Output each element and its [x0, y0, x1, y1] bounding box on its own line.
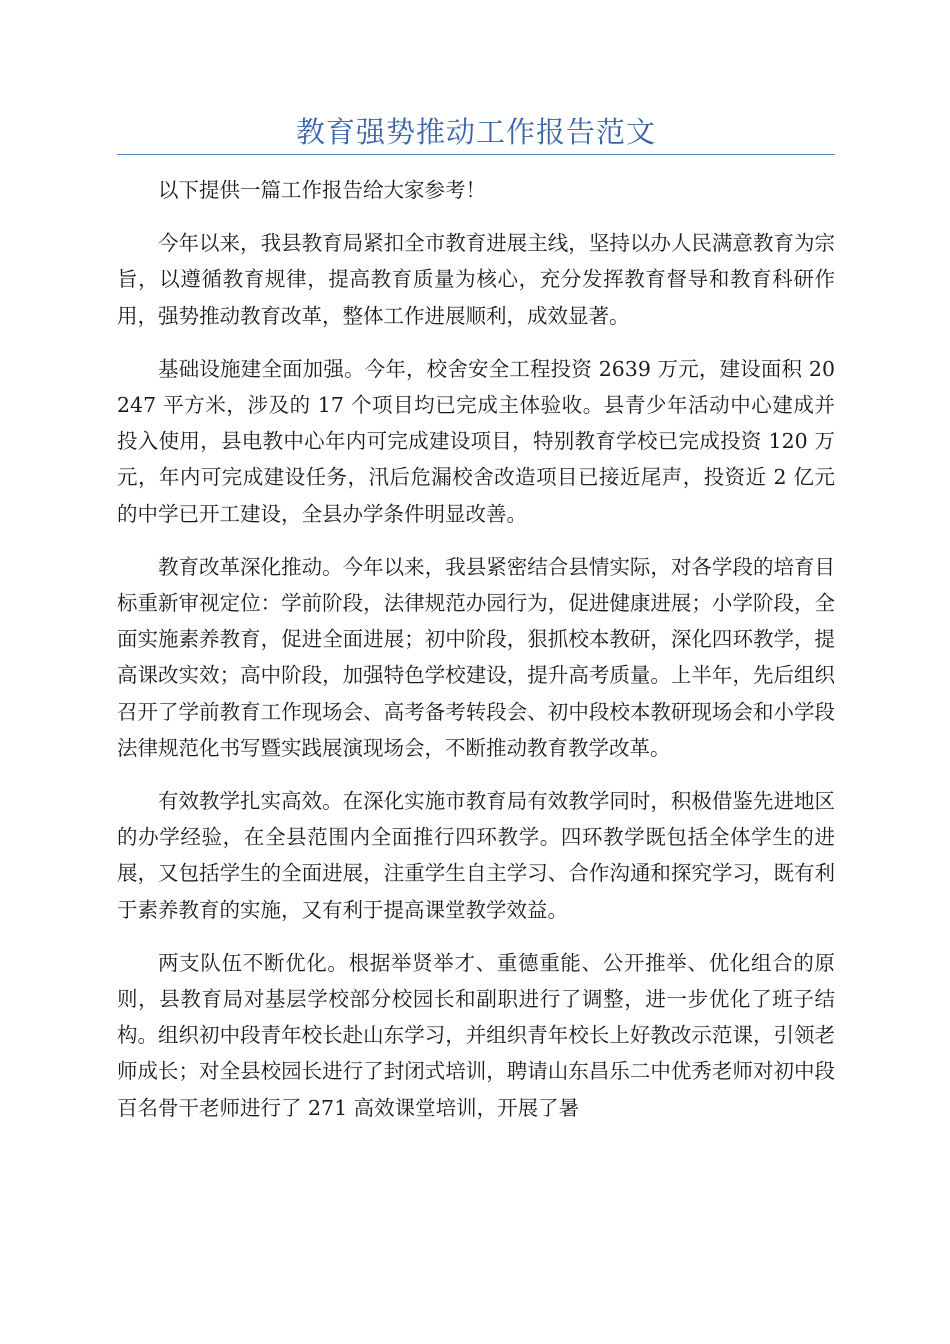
- paragraph-overview: 今年以来，我县教育局紧扣全市教育进展主线，坚持以办人民满意教育为宗旨，以遵循教育规律，提高教育质量为核心，充分发挥教育督导和教育科研作用，强势推动教育改革，整体工作进展顺利，成效显著。: [117, 231, 835, 328]
- title-underline: [117, 154, 835, 155]
- paragraph-teams: 两支队伍不断优化。根据举贤举才、重德重能、公开推举、优化组合的原则，县教育局对基层学校部分校园长和副职进行了调整，进一步优化了班子结构。组织初中段青年校长赴山东学习，并组织青年校长上好教改示范课，引领老师成长；对全县校园长进行了封闭式培训，聘请山东昌乐二中优秀老师对初中段百名骨干老师进行了 271 高效课堂培训，开展了暑: [117, 950, 835, 1120]
- paragraph-teaching: 有效教学扎实高效。在深化实施市教育局有效教学同时，积极借鉴先进地区的办学经验，在全县范围内全面推行四环教学。四环教学既包括全体学生的进展，又包括学生的全面进展，注重学生自主学习、合作沟通和探究学习，既有利于素养教育的实施，又有利于提高课堂教学效益。: [117, 789, 835, 922]
- paragraph-infrastructure: 基础设施建全面加强。今年，校舍安全工程投资 2639 万元，建设面积 20247 平方米，涉及的 17 个项目均已完成主体验收。县青少年活动中心建成并投入使用，县电教中心年内可完成建设项目，特别教育学校已完成投资 120 万元，年内可完成建设任务，汛后危漏校舍改造项目已接近尾声，投资近 2 亿元的中学已开工建设，全县办学条件明显改善。: [117, 356, 835, 526]
- document-title: 教育强势推动工作报告范文: [295, 115, 656, 149]
- document-body: [117, 172, 835, 1143]
- paragraph-reform: 教育改革深化推动。今年以来，我县紧密结合县情实际，对各学段的培育目标重新审视定位：学前阶段，法律规范办园行为，促进健康进展；小学阶段，全面实施素养教育，促进全面进展；初中阶段，狠抓校本教研，深化四环教学，提高课改实效；高中阶段，加强特色学校建设，提升高考质量。上半年，先后组织召开了学前教育工作现场会、高考备考转段会、初中段校本教研现场会和小学段法律规范化书写暨实践展演现场会，不断推动教育教学改革。: [117, 554, 835, 760]
- paragraph-intro: 以下提供一篇工作报告给大家参考！: [158, 178, 486, 202]
